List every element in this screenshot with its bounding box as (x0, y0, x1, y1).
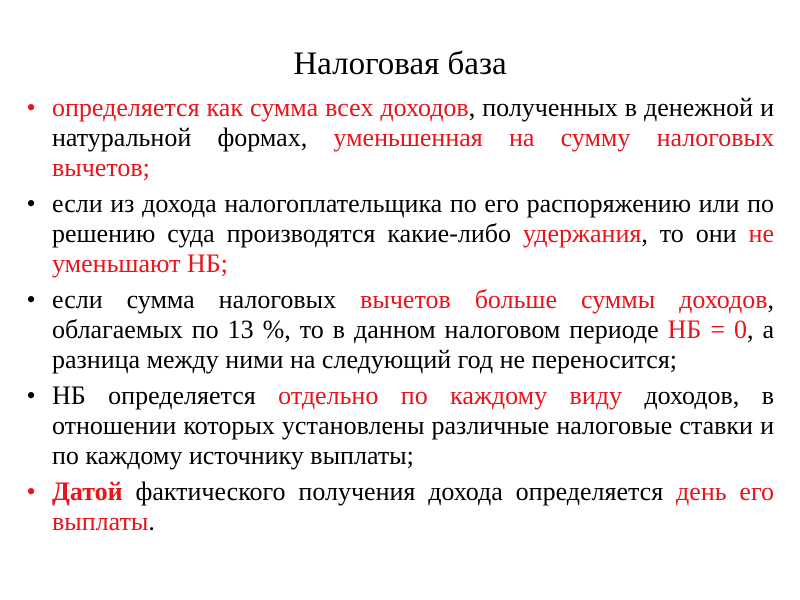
highlighted-text: удержания (522, 219, 642, 248)
bullet-item (22, 285, 774, 375)
body-text: , то они (641, 219, 749, 248)
bullet-item (22, 381, 774, 471)
highlighted-text: уменьшенная на сумму налоговых вычетов; (52, 123, 774, 182)
body-text: доходов, в отношении которых установлены различные налоговые ставки и по каждому источнику выплаты; (52, 381, 774, 470)
body-text: если из дохода налогоплательщика по его распоряжению или по решению суда производятся какие-либо (52, 189, 774, 248)
highlighted-text: отдельно по каждому виду (278, 381, 622, 410)
body-text: , а разница между ними на следующий год не переносится; (52, 315, 775, 374)
body-text: фактического получения дохода определяется (122, 477, 677, 506)
body-text: НБ определяется (52, 381, 279, 410)
highlighted-text: вычетов больше суммы доходов (360, 285, 768, 314)
bullet-item (22, 477, 774, 537)
body-text: . (148, 507, 155, 536)
bullet-marker: • (26, 477, 36, 506)
highlighted-text: определяется как сумма всех доходов (52, 93, 469, 122)
highlighted-text: не уменьшают НБ; (52, 219, 774, 278)
bullet-item (22, 93, 774, 183)
highlighted-text: день его выплаты (52, 477, 774, 536)
bullet-marker: • (26, 189, 36, 218)
bullet-marker: • (26, 285, 36, 314)
bullet-item (22, 189, 774, 279)
body-text: если сумма налоговых (52, 285, 361, 314)
bullet-marker: • (26, 381, 36, 410)
bullet-list (22, 93, 774, 543)
bullet-marker: • (26, 93, 36, 122)
slide-title: Налоговая база (293, 46, 507, 82)
highlighted-text: Датой (52, 477, 123, 506)
body-text: , облагаемых по 13 %, то в данном налоговом периоде (52, 285, 774, 344)
highlighted-text: НБ = 0 (667, 315, 747, 344)
body-text: , полученных в денежной и натуральной формах, (52, 93, 774, 152)
